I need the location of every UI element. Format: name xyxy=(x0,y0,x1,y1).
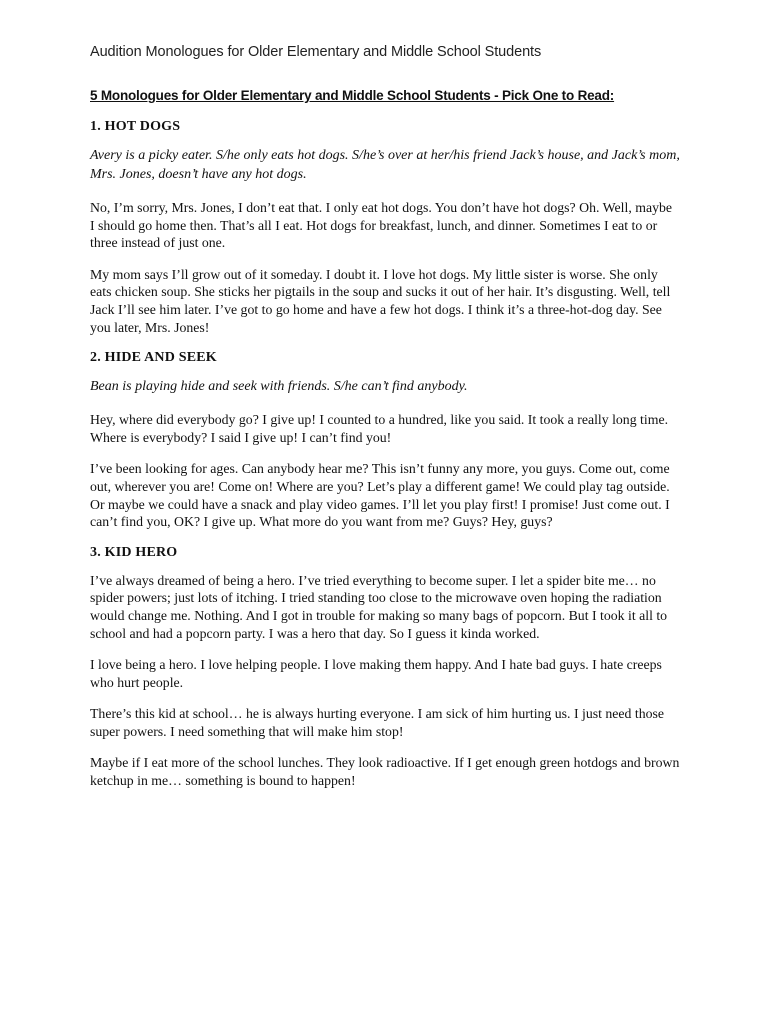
monologue-paragraph: I’ve been looking for ages. Can anybody hear me? This isn’t funny any more, you guys. Come out, come out, wherever you are! Come on! Where are you? Let’s play a different game! We could play tag outside. Or maybe we could have a snack and play video games. I’ll let you play first! I promise! Just come out. I can’t find you, OK? I give up. What more do you want from me? Guys? Hey, guys? xyxy=(90,461,670,530)
monologue-paragraph: My mom says I’ll grow out of it someday. I doubt it. I love hot dogs. My little sister is worse. She only eats chicken soup. She sticks her pigtails in the soup and sucks it out of her hair. It’s disgusting. Well, tell Jack I’ll see him later. I’ve got to go home and have a few hot dogs. I think it’s a three-hot-dog day. See you later, Mrs. Jones! xyxy=(90,266,671,335)
section-heading: 1. HOT DOGS xyxy=(90,119,181,134)
monologue-hide-and-seek xyxy=(90,350,680,531)
monologue-kid-hero xyxy=(90,545,680,790)
section-heading: 2. HIDE AND SEEK xyxy=(90,350,217,366)
section-heading: 3. KID HERO xyxy=(90,544,178,560)
monologue-paragraph: I’ve always dreamed of being a hero. I’ve tried everything to become super. I let a spider bite me… no spider powers; just lots of itching. I tried standing too close to the microwave oven hoping the radiation would change me. Nothing. And I got in trouble for making so many bags of popcorn. But I took it all to school and had a popcorn party. I was a hero that day. So I guess it kinda worked. xyxy=(90,572,668,641)
section-intro: Bean is playing hide and seek with friends. S/he can’t find anybody. xyxy=(90,379,468,395)
monologue-paragraph: There’s this kid at school… he is always hurting everyone. I am sick of him hurting us. I just need those super powers. I need something that will make him stop! xyxy=(90,706,664,739)
monologue-paragraph: I love being a hero. I love helping people. I love making them happy. And I hate bad guys. I hate creeps who hurt people. xyxy=(90,657,662,690)
monologue-paragraph: No, I’m sorry, Mrs. Jones, I don’t eat that. I only eat hot dogs. You don’t have hot dogs? Oh. Well, maybe I should go home then. That’s all I eat. Hot dogs for breakfast, lunch, and dinner. Sometimes I eat to or three instead of just one. xyxy=(90,200,672,251)
section-intro: Avery is a picky eater. S/he only eats hot dogs. S/he’s over at her/his friend Jack’s house, and Jack’s mom, Mrs. Jones, doesn’t have any hot dogs. xyxy=(90,148,680,182)
monologue-hot-dogs xyxy=(90,119,680,336)
monologue-paragraph: Hey, where did everybody go? I give up! I counted to a hundred, like you said. It took a really long time. Where is everybody? I said I give up! I can’t find you! xyxy=(90,412,669,445)
document-header: Audition Monologues for Older Elementary and Middle School Students xyxy=(90,44,542,60)
monologue-paragraph: Maybe if I eat more of the school lunches. They look radioactive. If I get enough green hotdogs and brown ketchup in me… something is bound to happen! xyxy=(90,755,680,789)
document-subtitle: 5 Monologues for Older Elementary and Middle School Students - Pick One to Read: xyxy=(90,88,615,103)
